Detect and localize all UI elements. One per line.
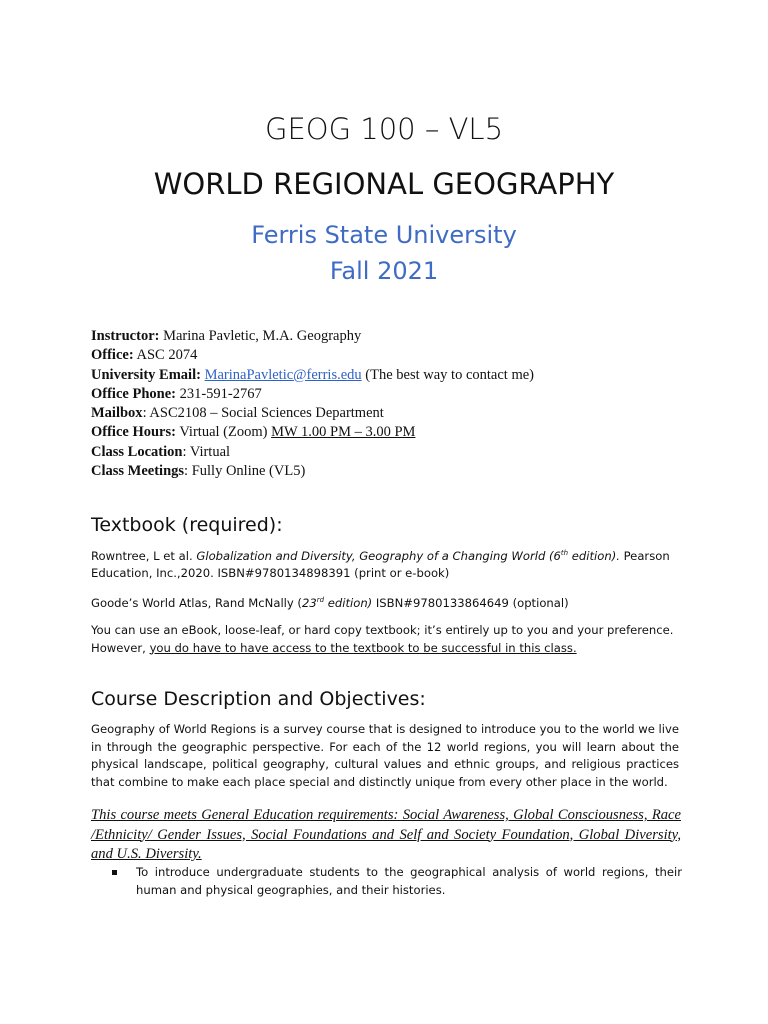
instructor-label: Instructor: [91, 328, 160, 344]
class-location-value: : Virtual [182, 443, 231, 460]
textbook-entry-1 [91, 545, 679, 583]
objective-text: To introduce undergraduate students to the geographical analysis of world regions, their human and physical geographies, and their histories. [136, 865, 682, 897]
objective-list-item [112, 864, 682, 899]
course-description-heading: Course Description and Objectives: [91, 688, 426, 710]
phone-value: 231-591-2767 [175, 385, 262, 402]
office-hours-label: Office Hours: [91, 424, 176, 441]
book1-author: Rowntree, L et al. [91, 548, 197, 563]
instructor-value: Marina Pavletic, M.A. Geography [159, 328, 362, 344]
course-code-title: GEOG 100 – VL5 [264, 112, 504, 146]
textbook-heading: Textbook (required): [91, 514, 283, 536]
office-row [91, 346, 731, 365]
mailbox-value: : ASC2108 – Social Sciences Department [142, 405, 384, 422]
office-hours-row [91, 423, 731, 442]
office-label: Office: [91, 347, 134, 364]
instructor-info [91, 327, 731, 481]
class-location-label: Class Location [91, 443, 183, 460]
gen-ed-requirements: This course meets General Education requirements: Social Awareness, Global Consciousness, Race /Ethnicity/ Gender Issues, Social Foundations and Self and Society Foundation, Global Diversity, and U.S. Diversity. [91, 807, 681, 862]
email-row [91, 366, 731, 385]
textbook-note: You can use an eBook, loose-leaf, or hard copy textbook; it’s entirely up to you and your preference. However, you do have to have access to the textbook to be successful in this class. [91, 623, 674, 655]
textbook-entry-2: Goode’s World Atlas, Rand McNally (23rd edition) ISBN#9780133864649 (optional) [91, 595, 569, 610]
instructor-row [91, 327, 731, 346]
class-meetings-row [91, 462, 731, 481]
university-name: Ferris State University [251, 221, 517, 249]
term-label: Fall 2021 [329, 257, 439, 285]
phone-label: Office Phone: [91, 385, 176, 402]
office-hours-value: Virtual (Zoom) [175, 424, 272, 441]
mailbox-label: Mailbox [91, 405, 143, 422]
email-label: University Email: [91, 366, 201, 383]
email-note: (The best way to contact me) [361, 366, 534, 383]
book2-isbn: ISBN#9780133864649 (optional) [372, 595, 569, 610]
course-description: Geography of World Regions is a survey course that is designed to introduce you to the world we live in through the geographic perspective. For each of the 12 world regions, you will learn about the physical landscape, political geography, cultural values and ethnic groups, and religious practices that combine to make each place special and distinctly unique from every other place in the world. [91, 722, 679, 789]
book2-edition: 23rd edition) [301, 595, 373, 610]
phone-row [91, 385, 731, 404]
office-value: ASC 2074 [133, 347, 198, 364]
class-meetings-label: Class Meetings [91, 463, 185, 480]
book1-title: Globalization and Diversity, Geography of a Changing World (6th edition). [196, 548, 620, 563]
office-hours-time: MW 1.00 PM – 3.00 PM [271, 424, 416, 441]
bullet-icon [112, 870, 117, 875]
course-name-title: WORLD REGIONAL GEOGRAPHY [153, 167, 615, 201]
class-meetings-value: : Fully Online (VL5) [184, 463, 306, 480]
class-location-row [91, 443, 731, 462]
textbook-requirement: you do have to have access to the textbook to be successful in this class. [149, 640, 577, 655]
email-link[interactable]: MarinaPavletic@ferris.edu [204, 366, 362, 383]
book1-publisher: Pearson Education, Inc.,2020. ISBN#9780134898391 (print or e-book) [91, 548, 670, 581]
mailbox-row [91, 404, 731, 423]
